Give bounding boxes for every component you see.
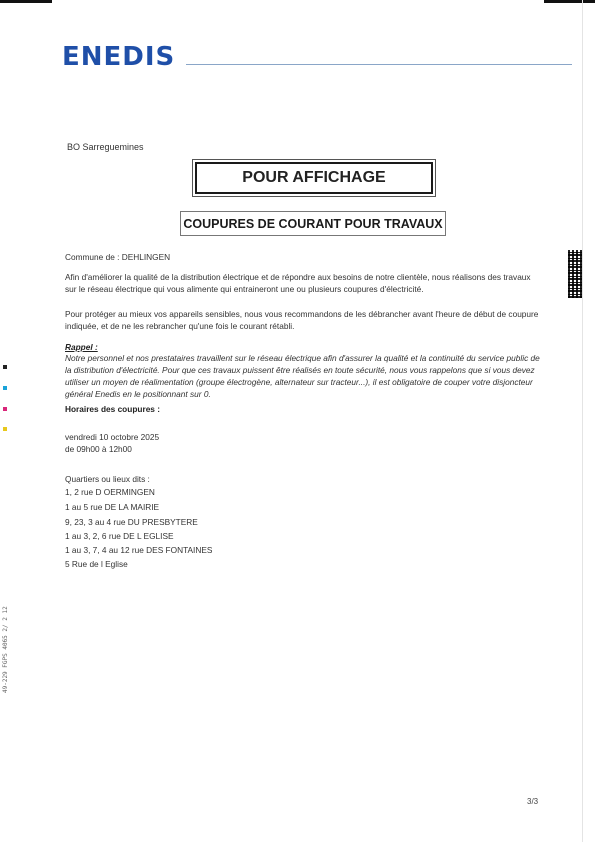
protection-paragraph: Pour protéger au mieux vos appareils sensibles, nous vous recommandons de les débrancher avant l'heure de début de coupure indiquée, et de ne les rebrancher qu'une fois le courant rétabli.	[65, 309, 539, 331]
scan-edge-mark-left	[0, 0, 52, 3]
print-mark-cyan	[3, 386, 7, 390]
rappel-label: Rappel :	[65, 342, 98, 352]
page-number: 3/3	[527, 797, 539, 806]
datamatrix-code	[568, 250, 582, 298]
outage-date: vendredi 10 octobre 2025	[65, 432, 160, 442]
quartier-item: 1, 2 rue D OERMINGEN	[65, 487, 155, 497]
quartier-item: 1 au 3, 7, 4 au 12 rue DES FONTAINES	[65, 545, 213, 555]
quartier-item: 9, 23, 3 au 4 rue DU PRESBYTERE	[65, 517, 198, 527]
print-mark-yellow	[3, 427, 7, 431]
commune-line: Commune de : DEHLINGEN	[65, 252, 171, 262]
rappel-text: Notre personnel et nos prestataires travaillent sur le réseau électrique afin d'assurer la qualité et la continuité du service public de la distribution d'électricité. Pour que ces travaux puissent être réalisés en toute sécurité, nous vous rappelons que si vous devez utiliser un moyen de réalimentation (groupe électrogène, alternateur sur tracteur...), il est obligatoire de couper votre disjoncteur général Enedis en le positionnant sur 0.	[65, 353, 540, 399]
quartiers-label: Quartiers ou lieux dits :	[65, 474, 150, 484]
quartier-item: 1 au 5 rue DE LA MAIRIE	[65, 502, 160, 512]
print-mark-black	[3, 365, 7, 369]
print-mark-magenta	[3, 407, 7, 411]
sub-title-box	[180, 211, 446, 236]
enedis-logo	[62, 42, 175, 72]
side-reference-code: 49-229 FGPS 4065 2/ 2 12	[2, 606, 9, 693]
scan-edge-line	[582, 0, 583, 842]
main-title-box	[195, 162, 433, 194]
main-title: POUR AFFICHAGE	[242, 169, 386, 186]
scan-edge-mark-right	[544, 0, 595, 3]
horaires-label: Horaires des coupures :	[65, 404, 160, 414]
quartier-item: 1 au 3, 2, 6 rue DE L EGLISE	[65, 531, 174, 541]
office-name: BO Sarreguemines	[67, 142, 144, 152]
outage-time: de 09h00 à 12h00	[65, 444, 132, 454]
enedis-logo-text: ENEDIS	[62, 42, 176, 72]
header-rule	[186, 64, 572, 65]
sub-title: COUPURES DE COURANT POUR TRAVAUX	[183, 216, 443, 231]
intro-paragraph: Afin d'améliorer la qualité de la distribution électrique et de répondre aux besoins de notre clientèle, nous réalisons des travaux sur le réseau électrique qui vous alimente qui entraineront une ou plusieurs coupures d'électricité.	[65, 272, 531, 294]
quartier-item: 5 Rue de l Eglise	[65, 559, 128, 569]
